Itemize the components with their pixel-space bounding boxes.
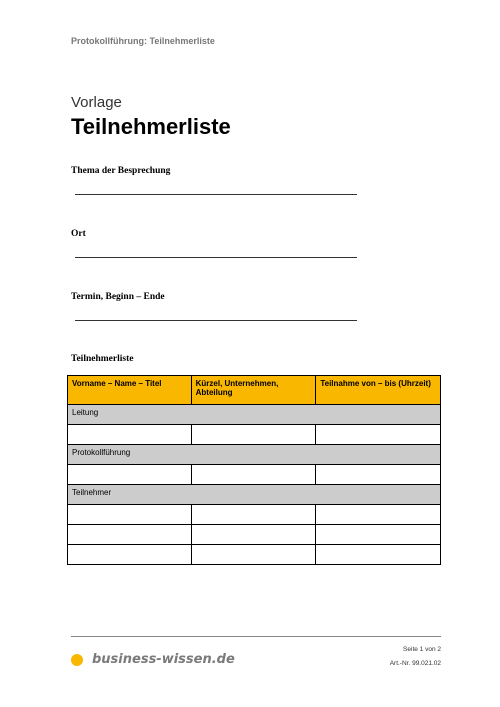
footer-divider	[71, 636, 441, 637]
article-number: Art.-Nr. 99.021.02	[389, 660, 441, 667]
template-kicker: Vorlage	[71, 94, 122, 111]
table-cell[interactable]	[191, 505, 316, 525]
table-header-row	[68, 376, 441, 405]
table-cell[interactable]	[68, 465, 192, 485]
field-label-location: Ort	[71, 229, 86, 239]
field-line-date[interactable]	[75, 320, 357, 321]
table-cell[interactable]	[316, 425, 441, 445]
table-cell[interactable]	[316, 545, 441, 565]
table-row	[68, 545, 441, 565]
participant-table	[67, 375, 441, 565]
table-cell[interactable]	[191, 525, 316, 545]
table-cell[interactable]	[68, 505, 192, 525]
table-cell[interactable]	[191, 425, 316, 445]
brand-logo	[71, 652, 235, 667]
table-cell[interactable]	[316, 505, 441, 525]
logo-text: business-wissen.de	[92, 652, 235, 667]
table-cell[interactable]	[68, 525, 192, 545]
table-row	[68, 465, 441, 485]
table-row	[68, 425, 441, 445]
logo-dot-icon	[71, 654, 83, 666]
running-header: Protokollführung: Teilnehmerliste	[71, 36, 215, 46]
field-label-topic: Thema der Besprechung	[71, 166, 171, 176]
table-cell[interactable]	[316, 525, 441, 545]
column-header-name: Vorname – Name – Titel	[68, 376, 192, 405]
table-cell[interactable]	[68, 425, 192, 445]
table-cell[interactable]	[191, 545, 316, 565]
section-label: Protokollführung	[68, 445, 441, 465]
section-row-leitung	[68, 405, 441, 425]
field-line-topic[interactable]	[75, 194, 357, 195]
field-label-date: Termin, Beginn – Ende	[71, 292, 165, 302]
table-cell[interactable]	[191, 465, 316, 485]
table-row	[68, 505, 441, 525]
column-header-time: Teilnahme von – bis (Uhrzeit)	[316, 376, 441, 405]
table-row	[68, 525, 441, 545]
table-caption: Teilnehmerliste	[71, 354, 134, 364]
section-label: Teilnehmer	[68, 485, 441, 505]
table-cell[interactable]	[68, 545, 192, 565]
column-header-company: Kürzel, Unternehmen, Abteilung	[191, 376, 316, 405]
page-number: Seite 1 von 2	[403, 646, 441, 653]
section-row-protokoll	[68, 445, 441, 465]
section-row-teilnehmer	[68, 485, 441, 505]
table-cell[interactable]	[316, 465, 441, 485]
page-title: Teilnehmerliste	[71, 114, 231, 139]
field-line-location[interactable]	[75, 257, 357, 258]
section-label: Leitung	[68, 405, 441, 425]
